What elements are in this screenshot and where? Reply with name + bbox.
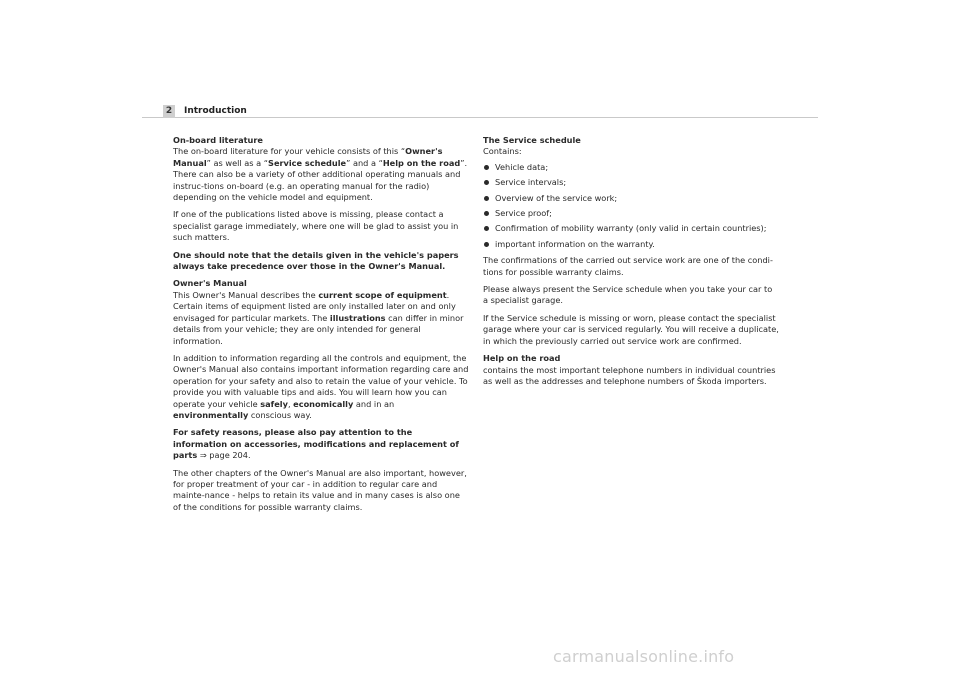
text-run: In addition to information regarding all the controls and equipment, the Owner's Manual also contains important information regarding care and operation for your safety and also to retain the value of your vehicle. To provide you with valuable tips and aids. You will learn how you can operate your vehicle <box>173 352 469 409</box>
environmentally-term: environmentally <box>173 409 249 420</box>
road-heading: Help on the road <box>483 353 561 364</box>
road-paragraph: contains the most important telephone numbers in individual countries as well as the addresses and telephone numbers of Škoda importers. <box>483 364 776 386</box>
safety-note: For safety reasons, please also pay attention to the information on accessories, modifications and replacement of parts <box>173 427 459 461</box>
list-item: Service proof; <box>483 208 779 219</box>
list-item: Confirmation of mobility warranty (only valid in certain countries); <box>483 223 779 234</box>
right-column <box>483 135 779 393</box>
onboard-paragraph-2: If one of the publications listed above is missing, please contact a specialist garage immediately, where one will be glad to assist you in such matters. <box>173 209 459 243</box>
schedule-paragraph-2: Please always present the Service schedule when you take your car to a specialist garage. <box>483 284 773 306</box>
text-run: . Certain items of equipment listed are only installed later on and only envisaged for particular markets. The <box>173 289 456 323</box>
watermark: carmanualsonline.info <box>553 647 735 666</box>
illustrations-term: illustrations <box>329 312 386 323</box>
text-run: ” as well as a “ <box>206 157 269 168</box>
manual-paragraph-2 <box>173 353 469 421</box>
text-run: ” and a “ <box>346 157 383 168</box>
contains-label: Contains: <box>483 146 522 157</box>
manual-paragraph-3: The other chapters of the Owner's Manual are also important, however, for proper treatment of your car - in addition to regular care and mainte-nance - helps to retain its value and in many cases is also one of the conditions for possible warranty claims. <box>173 467 467 512</box>
help-on-road-term: Help on the road <box>382 157 461 168</box>
onboard-heading: On-board literature <box>173 135 263 145</box>
service-schedule-term: Service schedule <box>268 157 347 168</box>
economically-term: economically <box>293 398 354 409</box>
safely-term: safely <box>260 398 288 409</box>
list-item: Overview of the service work; <box>483 193 779 204</box>
text-run: , <box>287 398 294 409</box>
section-title: Introduction <box>184 106 247 116</box>
text-run: conscious way. <box>248 409 312 420</box>
text-run: The on-board literature for your vehicle consists of this “ <box>173 146 406 157</box>
precedence-note: One should note that the details given in the vehicle's papers always take precedence over those in the Owner's Manual. <box>173 249 459 272</box>
schedule-paragraph-3: If the Service schedule is missing or worn, please contact the specialist garage where your car is serviced regularly. You will receive a duplicate, in which the previously carried out service work are confirmed. <box>483 312 779 346</box>
text-run: and in an <box>353 398 395 409</box>
page-reference-link[interactable]: page 204. <box>209 450 251 461</box>
safety-paragraph <box>173 427 469 461</box>
schedule-heading: The Service schedule <box>483 135 581 145</box>
onboard-paragraph-1 <box>173 146 469 203</box>
list-item: important information on the warranty. <box>483 239 779 250</box>
page-number: 2 <box>163 105 175 118</box>
owners-manual-term: Owner's Manual <box>173 146 443 168</box>
scope-term: current scope of equipment <box>318 289 447 300</box>
manual-paragraph-1 <box>173 290 469 347</box>
text-run: This Owner's Manual describes the <box>173 289 319 300</box>
schedule-paragraph-1: The confirmations of the carried out service work are one of the condi-tions for possible warranty claims. <box>483 255 773 277</box>
list-item: Service intervals; <box>483 177 779 188</box>
arrow-right-icon: ⇒ <box>197 450 210 461</box>
manual-heading: Owner's Manual <box>173 278 247 289</box>
list-item: Vehicle data; <box>483 162 779 173</box>
schedule-list <box>483 162 779 250</box>
text-run: can differ in minor details from your vehicle; they are only intended for general information. <box>173 312 464 346</box>
left-column <box>173 135 469 519</box>
text-run: ”. There can also be a variety of other additional operating manuals and instruc-tions on-board (e.g. an operating manual for the radio) depending on the vehicle model and equipment. <box>173 157 468 203</box>
